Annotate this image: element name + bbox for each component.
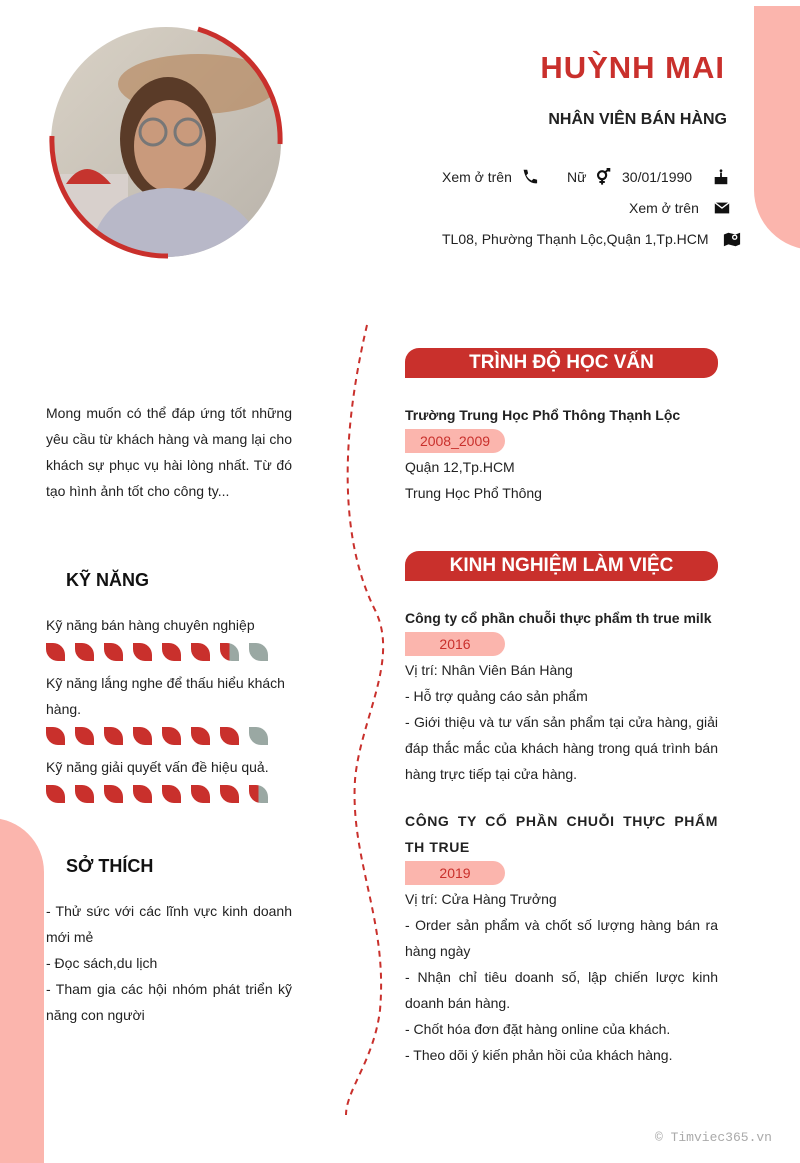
gender-icon [594, 168, 612, 186]
hobbies-list [46, 898, 292, 1028]
skill-rating-leaf [191, 643, 210, 661]
phone-value: Xem ở trên [442, 169, 512, 185]
skill-rating-leaf [191, 785, 210, 803]
skill-rating-leaf [133, 727, 152, 745]
phone-contact [442, 168, 538, 186]
job-line: - Giới thiệu và tư vấn sản phẩm tại cửa hàng, giải đáp thắc mắc của khách hàng trong quá trình bán hàng trực tiếp tại cửa hàng. [405, 714, 718, 782]
map-icon [723, 230, 741, 248]
skill-rating-leaf [75, 785, 94, 803]
education-years: 2008_2009 [405, 429, 505, 453]
skill-rating-leaf [249, 785, 268, 803]
skill-rating-leaf [46, 643, 65, 661]
skill-rating-leaf [191, 727, 210, 745]
skill-rating-leaf [249, 643, 268, 661]
skill-rating [46, 643, 268, 661]
decorative-corner-bottom-left [0, 818, 44, 1163]
hobby-item: - Đọc sách,du lịch [46, 955, 158, 971]
job-line: - Hỗ trợ quảng cáo sản phẩm [405, 688, 588, 704]
company-name: Công ty cổ phần chuỗi thực phẩm th true milk [405, 610, 712, 626]
skill-rating-leaf [75, 643, 94, 661]
skills-heading: KỸ NĂNG [66, 570, 150, 590]
experience-entry [405, 605, 718, 787]
hobby-item: - Tham gia các hội nhóm phát triển kỹ năng con người [46, 981, 292, 1023]
skill-label: Kỹ năng bán hàng chuyên nghiệp [46, 617, 255, 633]
job-year: 2016 [405, 632, 505, 656]
skill-rating-leaf [75, 727, 94, 745]
job-line: - Chốt hóa đơn đặt hàng online của khách. [405, 1021, 671, 1037]
gender-value: Nữ [567, 169, 587, 185]
address-contact [442, 230, 741, 248]
experience-heading: KINH NGHIỆM LÀM VIỆC [405, 551, 718, 581]
skill-rating [46, 727, 268, 745]
watermark: © Timviec365.vn [654, 1130, 772, 1145]
school-location: Quận 12,Tp.HCM [405, 459, 515, 475]
hobby-item: - Thử sức với các lĩnh vực kinh doanh mới mẻ [46, 903, 292, 945]
skill-rating-leaf [104, 643, 123, 661]
gender-contact [567, 168, 612, 186]
education-level: Trung Học Phổ Thông [405, 485, 542, 501]
skill-rating-leaf [162, 643, 181, 661]
decorative-corner-top-right [754, 6, 800, 250]
job-title: NHÂN VIÊN BÁN HÀNG [548, 111, 727, 128]
skill-rating-leaf [162, 785, 181, 803]
company-name: CÔNG TY CỔ PHẦN CHUỖI THỰC PHẨM TH TRUE [405, 813, 718, 855]
skill-rating-leaf [46, 727, 65, 745]
phone-icon [520, 168, 538, 186]
job-line: Vị trí: Cửa Hàng Trưởng [405, 891, 557, 907]
address-value: TL08, Phường Thạnh Lộc,Quận 1,Tp.HCM [442, 231, 709, 247]
job-line: - Theo dõi ý kiến phản hồi của khách hàng. [405, 1047, 673, 1063]
skill-rating-leaf [220, 727, 239, 745]
skill-rating [46, 785, 268, 803]
skill-rating-leaf [162, 727, 181, 745]
cake-icon [712, 168, 730, 186]
job-line: - Nhận chỉ tiêu doanh số, lập chiến lược kinh doanh bán hàng. [405, 969, 718, 1011]
birthday-contact [622, 168, 730, 186]
skill-rating-leaf [104, 785, 123, 803]
skill-rating-leaf [249, 727, 268, 745]
skill-rating-leaf [133, 643, 152, 661]
skill-rating-leaf [133, 785, 152, 803]
job-line: Vị trí: Nhân Viên Bán Hàng [405, 662, 573, 678]
job-line: - Order sản phẩm và chốt số lượng hàng bán ra hàng ngày [405, 917, 718, 959]
envelope-icon [713, 199, 731, 217]
skill-rating-leaf [220, 643, 239, 661]
avatar [48, 24, 284, 260]
skill-label: Kỹ năng lắng nghe để thấu hiểu khách hàng. [46, 675, 285, 717]
skill-rating-leaf [104, 727, 123, 745]
skill-label: Kỹ năng giải quyết vấn đề hiệu quả. [46, 759, 269, 775]
skill-rating-leaf [46, 785, 65, 803]
school-name: Trường Trung Học Phổ Thông Thạnh Lộc [405, 407, 681, 423]
career-objective: Mong muốn có thể đáp ứng tốt những yêu cầu từ khách hàng và mang lại cho khách sự phục vụ hài lòng nhất. Từ đó tạo hình ảnh tốt cho công ty... [46, 405, 292, 499]
birthday-value: 30/01/1990 [622, 169, 693, 185]
wavy-divider [330, 320, 400, 1120]
education-entry [405, 402, 718, 506]
email-contact [629, 199, 731, 217]
experience-entry [405, 808, 718, 1068]
education-heading: TRÌNH ĐỘ HỌC VẤN [405, 348, 718, 378]
hobbies-heading: SỞ THÍCH [66, 856, 154, 876]
candidate-name: HUỲNH MAI [540, 50, 725, 85]
job-year: 2019 [405, 861, 505, 885]
skill-rating-leaf [220, 785, 239, 803]
email-value: Xem ở trên [629, 200, 699, 216]
